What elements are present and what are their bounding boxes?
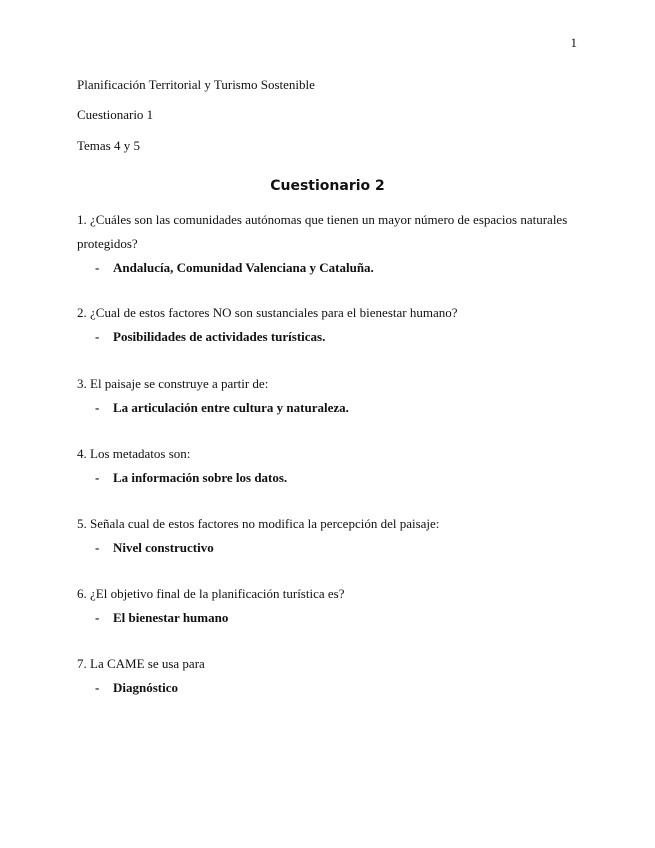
- answer-item: [77, 466, 577, 490]
- question-text: 6. ¿El objetivo final de la planificación turística es?: [77, 586, 345, 601]
- answer-text: Andalucía, Comunidad Valenciana y Cataluña.: [113, 260, 374, 275]
- question-text: 4. Los metadatos son:: [77, 446, 191, 461]
- question-block-1: [77, 208, 577, 280]
- list-dash: -: [95, 610, 100, 625]
- answer-text: Diagnóstico: [113, 680, 178, 695]
- answer-text: La información sobre los datos.: [113, 470, 288, 485]
- question-text: 1. ¿Cuáles son las comunidades autónomas que tienen un mayor número de espacios naturales protegidos?: [77, 212, 568, 251]
- list-dash: -: [95, 260, 100, 275]
- question-block-3: [77, 372, 577, 420]
- list-dash: -: [95, 470, 100, 485]
- list-dash: -: [95, 400, 100, 415]
- course-title: Planificación Territorial y Turismo Sostenible: [77, 77, 315, 92]
- answer-item: [77, 325, 577, 349]
- list-dash: -: [95, 540, 100, 555]
- list-dash: -: [95, 680, 100, 695]
- question-text: 3. El paisaje se construye a partir de:: [77, 376, 269, 391]
- list-dash: -: [95, 329, 100, 344]
- question-text: 2. ¿Cual de estos factores NO son sustanciales para el bienestar humano?: [77, 305, 458, 320]
- answer-item: [77, 676, 577, 700]
- question-block-7: [77, 652, 577, 700]
- question-block-5: [77, 512, 577, 560]
- question-block-4: [77, 442, 577, 490]
- page-number: 1: [570, 35, 577, 50]
- question-text: 7. La CAME se usa para: [77, 656, 205, 671]
- topics-label: Temas 4 y 5: [77, 138, 140, 153]
- answer-item: [77, 396, 577, 420]
- question-text: 5. Señala cual de estos factores no modifica la percepción del paisaje:: [77, 516, 440, 531]
- answer-item: [77, 536, 577, 560]
- quiz-label: Cuestionario 1: [77, 107, 154, 122]
- answer-text: La articulación entre cultura y naturaleza.: [113, 400, 349, 415]
- answer-text: El bienestar humano: [113, 610, 229, 625]
- question-block-2: [77, 301, 577, 349]
- answer-item: [77, 606, 577, 630]
- answer-text: Nivel constructivo: [113, 540, 214, 555]
- question-block-6: [77, 582, 577, 630]
- document-title: Cuestionario 2: [270, 178, 385, 194]
- answer-text: Posibilidades de actividades turísticas.: [113, 329, 326, 344]
- answer-item: [77, 256, 577, 280]
